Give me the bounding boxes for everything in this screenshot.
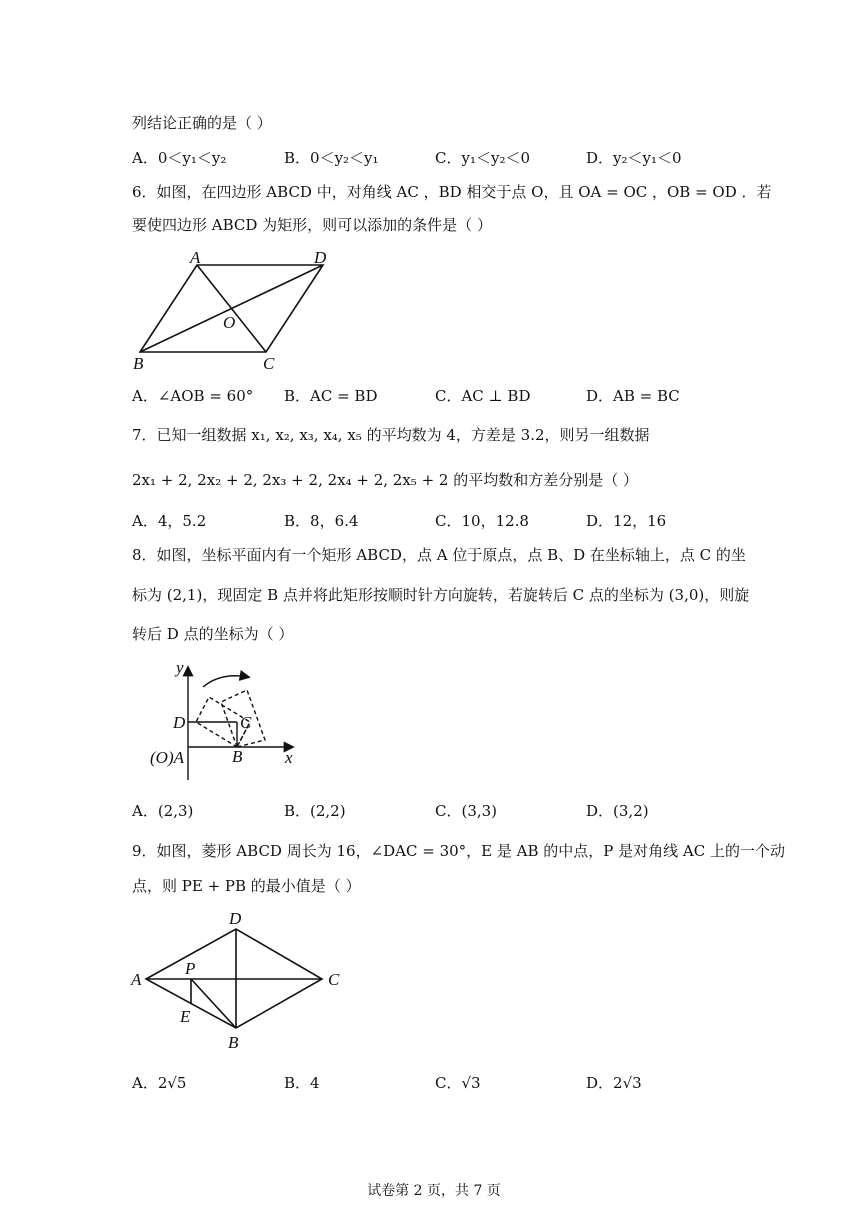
q8-option-c: C．(3,3)	[435, 802, 498, 820]
q5-option-d: D．y₂＜y₁＜0	[586, 149, 682, 167]
q9-stem-line2: 点，则 PE + PB 的最小值是（ ）	[132, 877, 361, 895]
q9-label-p: P	[185, 959, 196, 978]
q8-label-y: y	[176, 658, 184, 677]
q6-label-d: D	[314, 248, 327, 267]
q6-option-a: A．∠AOB = 60°	[132, 387, 254, 405]
q8-option-a: A．(2,3)	[132, 802, 194, 820]
q8-stem-line3: 转后 D 点的坐标为（ ）	[132, 625, 294, 643]
q9-option-a: A．2√5	[132, 1074, 187, 1092]
q7-option-d: D．12，16	[586, 512, 667, 530]
q8-stem-line1: 8．如图，坐标平面内有一个矩形 ABCD，点 A 位于原点，点 B、D 在坐标轴上，点 C 的坐	[132, 546, 746, 564]
q5-option-a: A．0＜y₁＜y₂	[132, 149, 227, 167]
q6-stem-line1: 6．如图，在四边形 ABCD 中，对角线 AC ，BD 相交于点 O，且 OA = OC ，OB = OD ．若	[132, 183, 772, 201]
q5-stem-tail: 列结论正确的是（ ）	[132, 114, 272, 132]
q9-option-b: B．4	[284, 1074, 320, 1092]
q5-option-b: B．0＜y₂＜y₁	[284, 149, 379, 167]
q7-option-c: C．10，12.8	[435, 512, 529, 530]
q8-label-oa: (O)A	[150, 748, 184, 767]
q9-label-d: D	[229, 909, 242, 928]
page-footer: 试卷第 2 页，共 7 页	[367, 1183, 501, 1199]
q9-label-b: B	[228, 1033, 239, 1052]
q9-label-e: E	[180, 1007, 191, 1026]
q8-label-b: B	[232, 747, 243, 766]
q9-label-c: C	[328, 970, 340, 989]
q6-label-c: C	[263, 354, 275, 373]
q7-stem-line2: 2x₁ + 2, 2x₂ + 2, 2x₃ + 2, 2x₄ + 2, 2x₅ + 2 的平均数和方差分别是（ ）	[132, 471, 639, 489]
q8-option-b: B．(2,2)	[284, 802, 346, 820]
q6-option-b: B．AC = BD	[284, 387, 378, 405]
q6-label-a: A	[190, 248, 201, 267]
q7-option-a: A．4，5.2	[132, 512, 207, 530]
q7-stem-line1: 7．已知一组数据 x₁, x₂, x₃, x₄, x₅ 的平均数为 4，方差是 3.2，则另一组数据	[132, 426, 650, 444]
q9-option-d: D．2√3	[586, 1074, 642, 1092]
q7-option-b: B．8，6.4	[284, 512, 359, 530]
q5-option-c: C．y₁＜y₂＜0	[435, 149, 530, 167]
q8-label-c: C	[240, 713, 252, 732]
q6-label-b: B	[133, 354, 144, 373]
q9-option-c: C．√3	[435, 1074, 481, 1092]
q9-label-a: A	[131, 970, 142, 989]
q6-stem-line2: 要使四边形 ABCD 为矩形，则可以添加的条件是（ ）	[132, 216, 492, 234]
q8-stem-line2: 标为 (2,1)，现固定 B 点并将此矩形按顺时针方向旋转，若旋转后 C 点的坐标为 (3,0)，则旋	[132, 586, 750, 604]
q6-option-d: D．AB = BC	[586, 387, 680, 405]
q8-label-d: D	[173, 713, 186, 732]
q9-stem-line1: 9．如图，菱形 ABCD 周长为 16，∠DAC = 30°，E 是 AB 的中点，P 是对角线 AC 上的一个动	[132, 842, 785, 860]
q8-option-d: D．(3,2)	[586, 802, 649, 820]
q6-label-o: O	[223, 313, 236, 332]
q8-label-x: x	[285, 748, 293, 767]
q6-option-c: C．AC ⊥ BD	[435, 387, 531, 405]
